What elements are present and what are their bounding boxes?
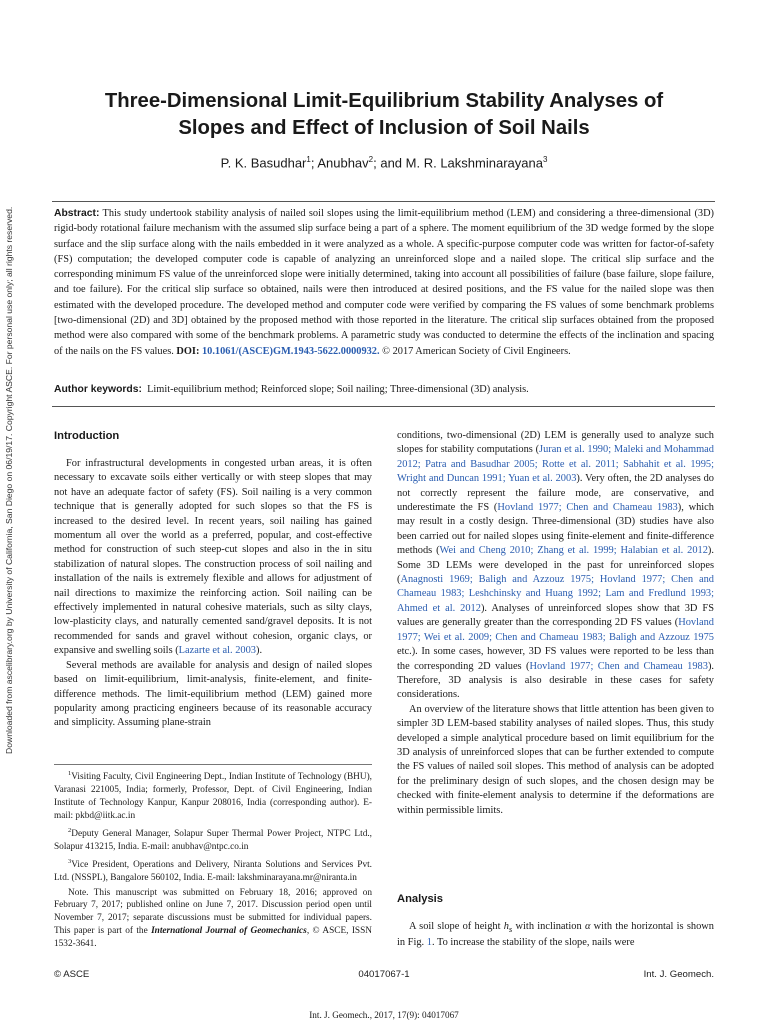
- text-run: etc.). In some cases, however, 3D FS values were reported to be less than the corresponding 2D values (: [397, 646, 714, 672]
- citation-link[interactable]: Hovland 1977; Chen and Chameau 1983: [529, 660, 708, 672]
- footnote-divider: [54, 764, 372, 765]
- footnotes: [54, 768, 372, 953]
- left-column-body: [54, 457, 372, 731]
- intro-p1-end: ).: [255, 645, 263, 657]
- citation-link[interactable]: Hovland 1977; Wei et al. 2009; Chen and Chameau 1983; Baligh and Azzouz 1975: [397, 617, 714, 643]
- author-separator: ;: [310, 155, 318, 171]
- inclination-symbol: α: [584, 921, 591, 932]
- note-issn: , © ASCE, ISSN 1532-3641.: [54, 926, 372, 950]
- note-text: Note. This manuscript was submitted on February 18, 2016; approved on February 7, 2017; published online on June 7, 2017. Discussion period open until November 7, 2017; separate discussions must be submitted for individual papers. This paper is part of the: [54, 887, 372, 937]
- journal-name: International Journal of Geomechanics: [151, 926, 307, 937]
- citation-link[interactable]: Lazarte et al. 2003: [178, 645, 256, 657]
- intro-paragraph-1: [54, 457, 372, 659]
- introduction-heading: Introduction: [54, 430, 120, 442]
- analysis-heading: Analysis: [397, 893, 444, 905]
- right-column-body: [397, 429, 714, 818]
- footer-journal: Int. J. Geomech.: [643, 969, 714, 980]
- height-symbol: h: [503, 921, 509, 932]
- footnote-1-mark: 1: [68, 770, 72, 777]
- author-separator: ; and: [373, 155, 406, 171]
- author-1-affil: 1: [306, 155, 311, 164]
- text-run: with the horizontal is shown in Fig.: [397, 921, 714, 949]
- title-line-1: Three-Dimensional Limit-Equilibrium Stability Analyses of: [104, 90, 664, 112]
- citation-link[interactable]: Wei and Cheng 2010; Zhang et al. 1999; Halabian et al. 2012: [439, 545, 708, 557]
- footer-page-id: 04017067-1: [358, 969, 410, 980]
- text-run: A soil slope of height: [409, 921, 504, 932]
- text-run: ). Therefore, 3D analysis is also desirable in these cases for safety considerations.: [397, 660, 714, 701]
- author-keywords: [54, 383, 714, 397]
- text-run: conditions, two-dimensional (2D) LEM is generally used to analyze such slopes for stability computations (: [397, 430, 714, 456]
- abstract-text: This study undertook stability analysis of nailed soil slopes using the limit-equilibrium method (LEM) and considering a three-dimensional (3D) rigid-body rotational failure mechanism with the assumed slip surface being a part of a sphere. The moment equilibrium of the 3D wedge formed by the slope surface and the slip surface along with the nails embedded in it were analyzed as a whole. A specific-purpose computer code was written for factor-of-safety (FS) computation; the developed computer code is capable of analyzing an unreinforced slope and a nailed slope. The critical slip surface and the corresponding minimum FS value of the unreinforced slope were initially determined, taking into account all possibilities of failure (base failure, slope failure, and toe failure). For the critical slip surface so obtained, nails were then introduced at desired positions, and the FS value for the nailed slope was then estimated with the developed procedure. The developed method and computer code were verified by comparing the FS values of some benchmark problems [two-dimensional (2D) and 3D] obtained by the proposed method with those reported in the literature. The critical slip surfaces obtained from the proposed method were also compared with some of the benchmark problems. A parametric study was conducted to determine the effects of the inclination and spacing of the nails on the FS values.: [54, 208, 715, 357]
- citation-line: Int. J. Geomech., 2017, 17(9): 04017067: [309, 1010, 459, 1020]
- keywords-label: Author keywords:: [54, 384, 142, 395]
- text-run: with inclination: [512, 921, 585, 932]
- abstract-copyright: © 2017 American Society of Civil Engineers.: [382, 345, 571, 357]
- footnote-2-mark: 2: [68, 826, 72, 834]
- text-run: ). Analyses of unreinforced slopes show that 3D FS values are generally greater than the corresponding 2D FS values (: [397, 602, 714, 629]
- doi-label: DOI:: [176, 345, 200, 357]
- text-run: ), which may result in a costly design. Three-dimensional (3D) studies have also been carried out for nailed slopes using finite-element and finite-difference methods (: [397, 502, 714, 557]
- footnote-1-text: Visiting Faculty, Civil Engineering Dept., Indian Institute of Technology (BHU), Varanasi 221005, India; formerly, Professor, Dept. of Civil Engineering, Indian Institute of Technology Kanpur, Kanpur 208016, India (corresponding author). E-mail: pkbd@iitk.ac.in: [54, 772, 372, 821]
- title-line-2: Slopes and Effect of Inclusion of Soil Nails: [178, 117, 590, 139]
- abstract: [54, 206, 714, 359]
- right-paragraph-2: An overview of the literature shows that little attention has been given to simpler 3D LEM-based stability analyses of nailed slopes. Thus, this study developed a simple analytical procedure based on limit equilibrium for the 3D analysis of unreinforced slopes that can be further extended to compute the FS values of nailed soil slopes. This method of analysis can be adopted for the preliminary design of such slopes, and the chosen design may be checked with finite-element analysis to determine if the deformations are within permissible limits.: [397, 703, 714, 816]
- footnote-3: [54, 856, 372, 885]
- abstract-label: Abstract:: [54, 208, 100, 219]
- figure-link[interactable]: 1: [426, 937, 432, 949]
- author-2: Anubhav: [317, 155, 369, 171]
- submission-note: [54, 887, 372, 952]
- analysis-paragraph-1: [397, 920, 714, 951]
- analysis-body: [397, 920, 714, 951]
- text-run: ). Very often, the 2D analyses do not correctly represent the failure mode, are conservative, and underestimate the FS (: [397, 473, 714, 514]
- footnote-2: [54, 825, 372, 854]
- footer-copyright: © ASCE: [54, 969, 90, 980]
- doi-link[interactable]: 10.1061/(ASCE)GM.1943-5622.0000932.: [202, 345, 380, 357]
- author-3: M. R. Lakshminarayana: [405, 155, 543, 171]
- paper-title: [40, 88, 728, 142]
- author-list: [40, 151, 728, 172]
- author-2-affil: 2: [368, 155, 374, 164]
- text-run: . To increase the stability of the slope, nails were: [431, 937, 635, 949]
- author-3-affil: 3: [542, 155, 548, 164]
- right-paragraph-1: [397, 429, 714, 703]
- footnote-3-text: Vice President, Operations and Delivery, Niranta Solutions and Services Pvt. Ltd. (NSSPL), Bangalore 560102, India. E-mail: lakshminarayana.mr@niranta.in: [54, 859, 372, 883]
- author-1: P. K. Basudhar: [220, 155, 307, 171]
- download-notice: Downloaded from ascelibrary.org by University of California, San Diego on 06/19/17. Copyright ASCE. For personal use only; all rights reserved.: [4, 206, 14, 754]
- citation-link[interactable]: Juran et al. 1990; Maleki and Mohammad 2012; Patra and Basudhar 2005; Rotte et al. 2011; Sabhahit et al. 1995; Wright and Duncan 1991; Yuan et al. 2003: [397, 444, 714, 485]
- citation-link[interactable]: Anagnosti 1969; Baligh and Azzouz 1975; Hovland 1977; Chen and Chameau 1983; Leshchinsky and Huang 1992; Lam and Fredlund 1993; Ahmed et al. 2012: [397, 574, 714, 614]
- keywords-text: Limit-equilibrium method; Reinforced slope; Soil nailing; Three-dimensional (3D) analysis.: [147, 384, 529, 395]
- intro-paragraph-2: Several methods are available for analysis and design of nailed slopes based on limit-equilibrium, limit-analysis, finite-element, and finite-difference methods. The limit-equilibrium method (LEM) gained more popularity among practicing engineers because of its reasonable accuracy and simplicity. Assuming plane-strain: [54, 659, 372, 729]
- footnote-1: [54, 768, 372, 823]
- height-subscript: s: [508, 924, 513, 935]
- text-run: ). Some 3D LEMs were developed in the past for unreinforced slopes (: [397, 545, 714, 586]
- footnote-2-text: Deputy General Manager, Solapur Super Thermal Power Project, NTPC Ltd., Solapur 413215, India. E-mail: anubhav@ntpc.co.in: [54, 828, 372, 852]
- footnote-3-mark: 3: [68, 857, 72, 865]
- intro-p1-text: For infrastructural developments in congested urban areas, it is often necessary to excavate soils either vertically or with steep slopes that may not have an adequate factor of safety (FS). Soil nailing is a very common technique that is generally adopted for such slopes so that the FS is increased to the desired level. In recent years, soil nailing has gained momentum all over the world as a preferred, popular, and cost-effective method for construction of such steep-cut slopes and also in the in situ stabilization of natural slopes. The construction process of soil nailing and installation of the nails is extremely flexible and allows for adjustment of nail directions to maximize the reinforcing action. Soil nailing can be effectively implemented in natural cohesive materials, such as silty clays, low-plasticity clays, and naturally cemented sand/gravel deposits. It is not recommended for sands and gravel without cohesion, organic clays, or expansive and swelling soils (: [54, 458, 372, 657]
- citation-link[interactable]: Hovland 1977; Chen and Chameau 1983: [497, 502, 678, 514]
